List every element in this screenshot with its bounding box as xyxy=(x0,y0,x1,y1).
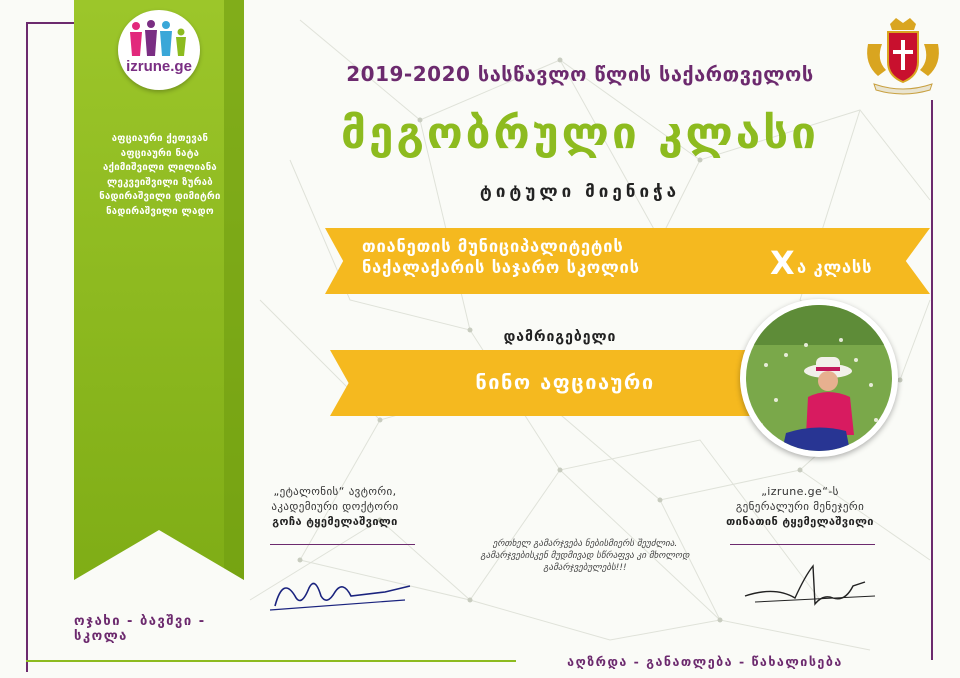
left-signature-underline xyxy=(270,544,415,545)
motivation-note xyxy=(440,538,730,574)
left-signature xyxy=(265,566,415,616)
award-subtitle: ტიტული მიენიჭა xyxy=(479,182,681,202)
year-title: 2019-2020 სასწავლო წლის საქართველოს xyxy=(346,62,814,86)
izrune-logo xyxy=(118,10,200,90)
frame-right-line xyxy=(931,100,933,660)
school-name xyxy=(362,236,822,278)
right-signatory-name: თინათინ ტყემელაშვილი xyxy=(726,515,874,528)
mentor-label: დამრიგებელი xyxy=(503,329,617,345)
frame-left-line xyxy=(26,22,28,672)
main-title: მეგობრული კლასი xyxy=(341,108,819,159)
right-signature-underline xyxy=(730,544,875,545)
family-motto: ოჯახი - ბავშვი - სკოლა xyxy=(74,614,206,644)
family-figures-icon xyxy=(124,18,194,58)
right-signatory-title-2: გენერალური მენეჯერი xyxy=(735,500,865,513)
right-signature xyxy=(735,556,885,616)
author-name: ლეკვეიშვილი ზურაბ xyxy=(107,176,213,188)
author-name: აფციაური ქეთევან xyxy=(111,133,209,144)
class-letter: X xyxy=(770,244,795,282)
right-signatory-title-1: „izrune.ge“-ს xyxy=(761,485,839,498)
author-name: აფციაური ნატა xyxy=(120,147,200,159)
logo-text: izrune.ge xyxy=(126,58,192,75)
author-name: აქიმიშვილი ლილიანა xyxy=(103,162,217,173)
mentor-photo-image xyxy=(746,305,892,451)
class-label: ა კლასს xyxy=(797,258,873,277)
note-line-1: ერთხელ გამარჯვება ნებისმიერს შეუძლია. xyxy=(492,539,678,549)
coat-of-arms-icon xyxy=(860,14,946,100)
frame-bottom-line xyxy=(26,660,516,662)
left-signatory-title-1: „ეტალონის“ ავტორი, xyxy=(273,485,397,498)
note-line-2: გამარჯვებისკენ მუდმივად სწრაფვა კი მხოლოდ გამარჯვებულებს!!! xyxy=(480,551,690,573)
mentor-photo xyxy=(740,299,898,457)
mentor-name: ნინო აფციაური xyxy=(475,370,655,394)
author-name: ნადირაშვილი ლადო xyxy=(106,205,214,217)
left-signatory xyxy=(250,484,420,529)
right-signatory xyxy=(700,484,900,529)
author-name: ნადირაშვილი დიმიტრი xyxy=(99,191,221,202)
school-line-1: თიანეთის მუნიციპალიტეტის xyxy=(362,237,624,256)
left-signatory-name: გოჩა ტყემელაშვილი xyxy=(272,515,398,528)
authors-list xyxy=(86,132,234,219)
left-signatory-title-2: აკადემიური დოქტორი xyxy=(271,500,399,513)
footer-motto: აღზრდა - განათლება - წახალისება xyxy=(567,654,843,669)
school-line-2: ნაქალაქარის საჯარო სკოლის xyxy=(362,258,640,277)
